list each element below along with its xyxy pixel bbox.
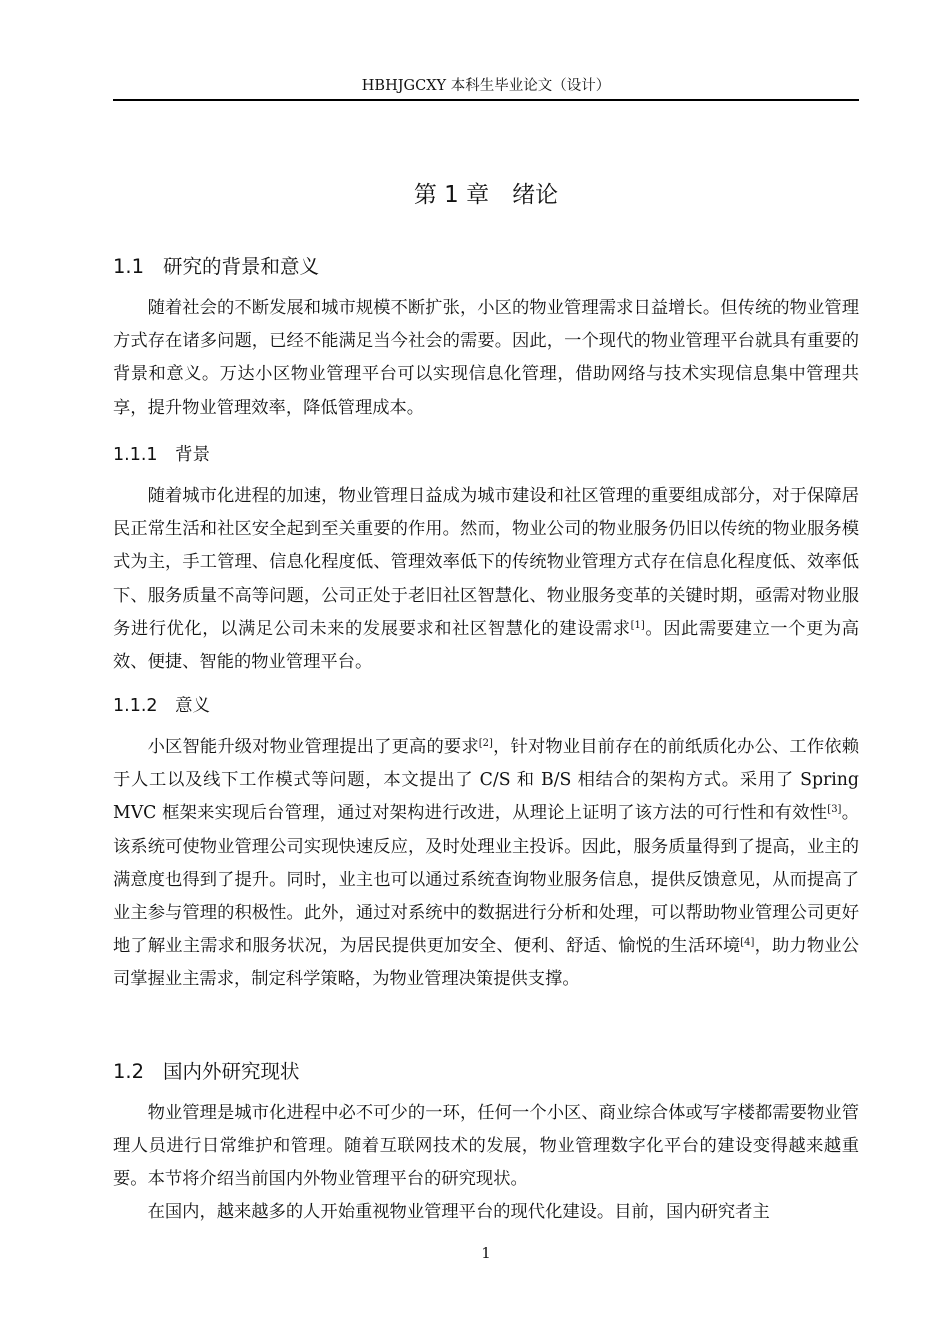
section-heading-1-2 <box>113 1059 859 1085</box>
chapter-title: 第 1 章 绪论 <box>413 182 559 208</box>
paragraph-background-and-significance: 随着社会的不断发展和城市规模不断扩张，小区的物业管理需求日益增长。但传统的物业管理方式存在诸多问题，已经不能满足当今社会的需要。因此，一个现代的物业管理平台就具有重要的背景和意义。万达小区物业管理平台可以实现信息化管理，借助网络与技术实现信息集中管理共享，提升物业管理效率，降低管理成本。 <box>113 298 859 418</box>
paragraph-text: 。该系统可使物业管理公司实现快速反应，及时处理业主投诉。因此，服务质量得到了提高，业主的满意度也得到了提升。同时，业主也可以通过系统查询物业服务信息，提供反馈意见，从而提高了业主参与管理的积极性。此外，通过对系统中的数据进行分析和处理，可以帮助物业管理公司更好地了解业主需求和服务状况，为居民提供更加安全、便利、舒适、愉悦的生活环境 <box>113 803 859 957</box>
citation-4[interactable]: [4] <box>740 937 755 949</box>
section-number: 1.1.1 <box>113 445 158 465</box>
paragraph-text: ，针对物业目前存在的前纸质化办公、工作依赖于人工以及线下工作模式等问题，本文提出了 C/S 和 B/S 相结合的架构方式。采用了 Spring MVC 框架来实现后台管理，通过对架构进行改进，从理论上证明了该方法的可行性和有效性 <box>113 737 859 824</box>
section-title: 意义 <box>175 696 210 716</box>
section-number: 1.1 <box>113 255 145 278</box>
citation-2[interactable]: [2] <box>478 738 493 749</box>
paragraph-text: 随着城市化进程的加速，物业管理日益成为城市建设和社区管理的重要组成部分，对于保障居民正常生活和社区安全起到至关重要的作用。然而，物业公司的物业服务仍旧以传统的物业服务模式为主，手工管理、信息化程度低、管理效率低下的传统物业管理方式存在信息化程度低、效率低下、服务质量不高等问题，公司正处于老旧社区智慧化、物业服务变革的关键时期，亟需对物业服务进行优化，以满足公司未来的发展要求和社区智慧化的建设需求 <box>113 486 859 639</box>
section-heading-1-1 <box>113 254 859 280</box>
paragraph-text: ，助力物业公司掌握业主需求，制定科学策略，为物业管理决策提供支撑。 <box>113 936 859 990</box>
paragraph-research-status-2: 在国内，越来越多的人开始重视物业管理平台的现代化建设。目前，国内研究者主 <box>147 1202 770 1222</box>
paragraph-text: 。因此需要建立一个更为高效、便捷、智能的物业管理平台。 <box>113 618 859 673</box>
paragraph-background <box>113 480 859 679</box>
section-title: 背景 <box>175 445 210 465</box>
section-title: 国内外研究现状 <box>163 1060 300 1083</box>
section-number: 1.2 <box>113 1060 145 1083</box>
citation-3[interactable]: [3] <box>827 804 842 816</box>
section-number: 1.1.2 <box>113 696 158 716</box>
section-heading-1-1-1 <box>113 443 859 467</box>
section-heading-1-1-2 <box>113 694 859 718</box>
section-title: 研究的背景和意义 <box>163 255 320 278</box>
paragraph-text: 小区智能升级对物业管理提出了更高的要求 <box>147 737 479 757</box>
running-header: HBHJGCXY 本科生毕业论文（设计） <box>361 78 611 94</box>
paragraph-significance <box>113 731 859 997</box>
header-rule <box>113 99 859 101</box>
page-number: 1 <box>481 1244 491 1262</box>
citation-1[interactable]: [1] <box>630 619 645 631</box>
paragraph-research-status-1: 物业管理是城市化进程中必不可少的一环，任何一个小区、商业综合体或写字楼都需要物业管理人员进行日常维护和管理。随着互联网技术的发展，物业管理数字化平台的建设变得越来越重要。本节将介绍当前国内外物业管理平台的研究现状。 <box>113 1103 859 1190</box>
